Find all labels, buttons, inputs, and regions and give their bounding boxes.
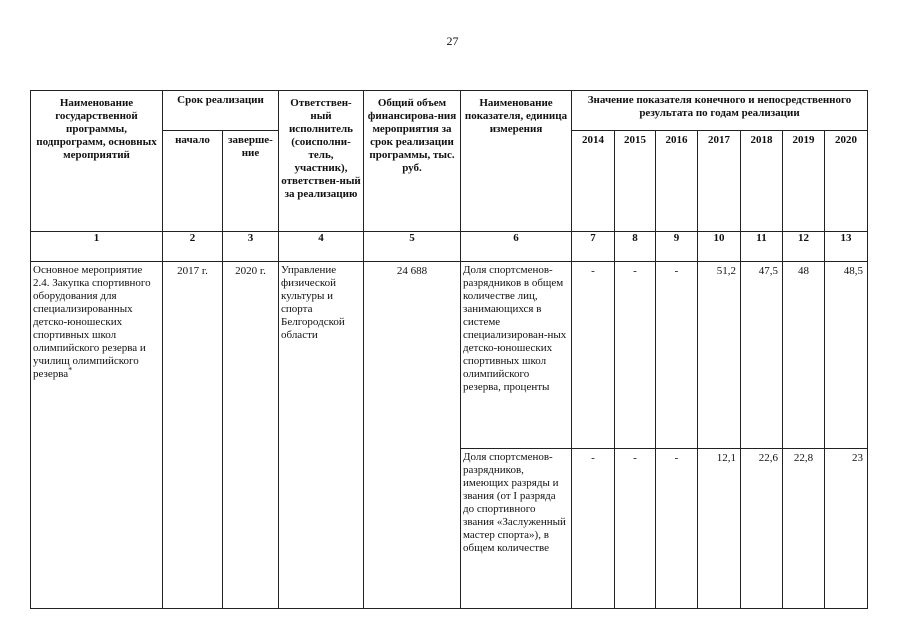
header-year: 2018 (741, 131, 783, 232)
column-number: 1 (31, 232, 163, 262)
indicator-value: - (572, 262, 615, 449)
column-number: 4 (279, 232, 364, 262)
column-number: 11 (741, 232, 783, 262)
indicator-value: - (615, 449, 656, 609)
indicator-value: 48 (783, 262, 825, 449)
column-number: 12 (783, 232, 825, 262)
indicator-value: 22,8 (783, 449, 825, 609)
program-table (30, 90, 868, 609)
indicator-value: - (656, 449, 698, 609)
header-year: 2016 (656, 131, 698, 232)
funding-cell: 24 688 (364, 262, 461, 609)
period-start-cell: 2017 г. (163, 262, 223, 609)
column-number: 3 (223, 232, 279, 262)
indicator-value: 23 (825, 449, 868, 609)
header-values-title: Значение показателя конечного и непосредственного результата по годам реализации (572, 91, 868, 131)
indicator-name-cell: Доля спортсменов-разрядников, имеющих разряды и звания (от I разряда до спортивного звания «Заслуженный мастер спорта»), в общем количестве (461, 449, 572, 609)
indicator-value: 22,6 (741, 449, 783, 609)
column-number: 8 (615, 232, 656, 262)
header-funding: Общий объем финансирова-ния мероприятия за срок реализации программы, тыс. руб. (364, 91, 461, 232)
column-number: 7 (572, 232, 615, 262)
header-year: 2015 (615, 131, 656, 232)
indicator-value: - (615, 262, 656, 449)
program-name: Основное мероприятие 2.4. Закупка спортивного оборудования для специализированных детско-юношеских спортивных школ олимпийского резерва и училищ олимпийского резерва (33, 264, 151, 380)
header-period-end: заверше-ние (223, 131, 279, 232)
table-row (31, 262, 868, 449)
header-year: 2020 (825, 131, 868, 232)
indicator-value: 47,5 (741, 262, 783, 449)
indicator-value: - (656, 262, 698, 449)
responsible-cell: Управление физической культуры и спорта Белгородской области (279, 262, 364, 609)
header-year: 2014 (572, 131, 615, 232)
header-year: 2017 (698, 131, 741, 232)
indicator-value: 12,1 (698, 449, 741, 609)
header-year: 2019 (783, 131, 825, 232)
indicator-value: 51,2 (698, 262, 741, 449)
header-program-name: Наименование государственной программы, подпрограмм, основных мероприятий (31, 91, 163, 232)
indicator-value: - (572, 449, 615, 609)
footnote-mark: * (68, 365, 73, 375)
indicator-name-cell: Доля спортсменов-разрядников в общем количестве лиц, занимающихся в системе специализирован-ных детско-юношеских спортивных школ олимпийского резерва, проценты (461, 262, 572, 449)
column-number: 9 (656, 232, 698, 262)
indicator-value: 48,5 (825, 262, 868, 449)
header-indicator: Наименование показателя, единица измерения (461, 91, 572, 232)
column-number-row (31, 232, 868, 262)
column-number: 2 (163, 232, 223, 262)
header-period: Срок реализации (163, 91, 279, 131)
column-number: 13 (825, 232, 868, 262)
period-end-cell: 2020 г. (223, 262, 279, 609)
column-number: 6 (461, 232, 572, 262)
column-number: 10 (698, 232, 741, 262)
program-name-cell (31, 262, 163, 609)
header-responsible: Ответствен-ный исполнитель (соисполни-тель, участник), ответствен-ный за реализацию (279, 91, 364, 232)
header-period-start: начало (163, 131, 223, 232)
page-number: 27 (446, 34, 459, 48)
column-number: 5 (364, 232, 461, 262)
